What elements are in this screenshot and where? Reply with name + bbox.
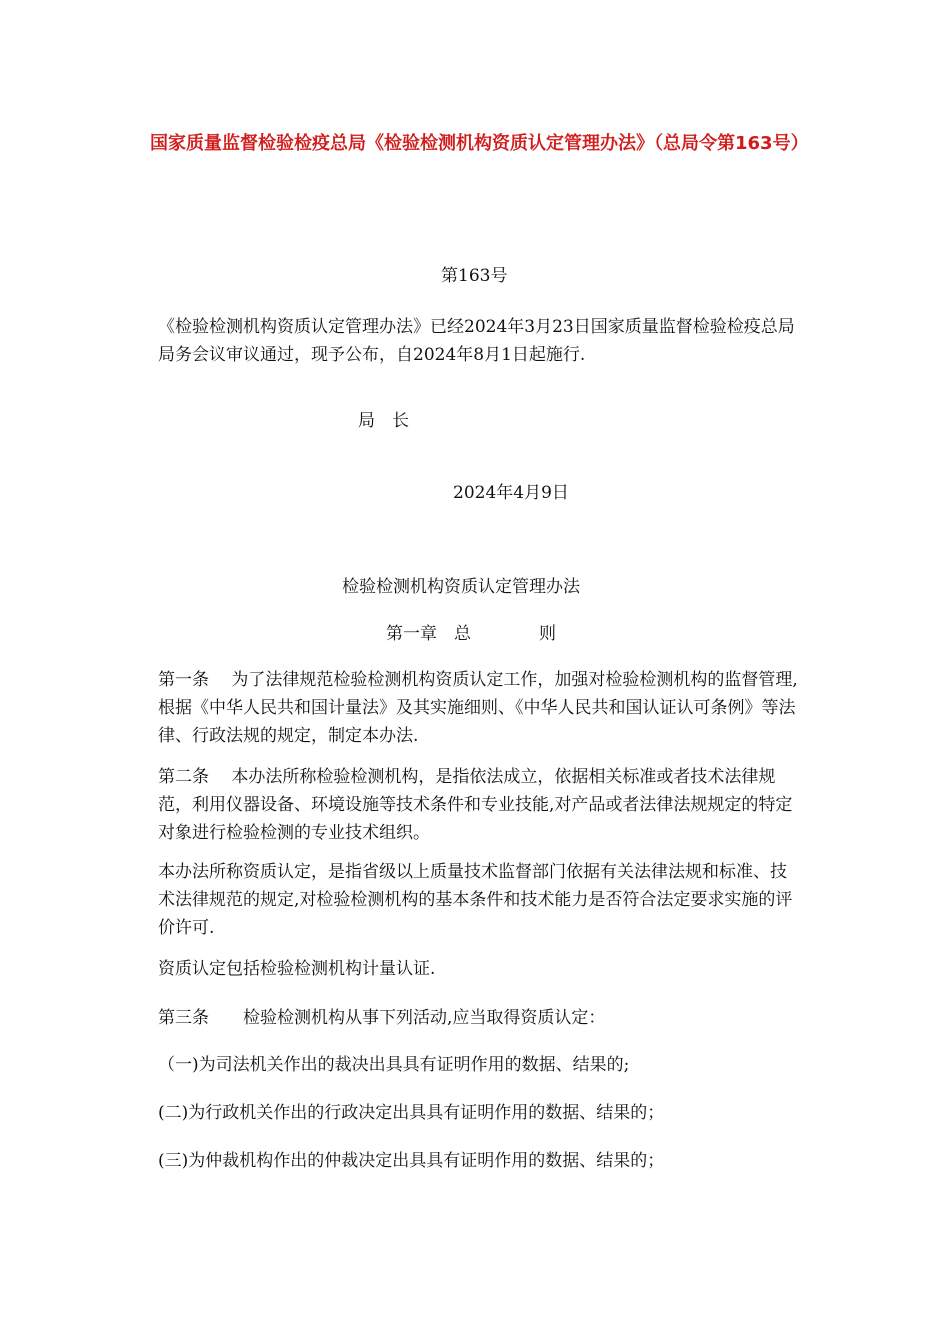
- article-3: 第三条 检验检测机构从事下列活动,应当取得资质认定：: [158, 1008, 606, 1028]
- document-title: 国家质量监督检验检疫总局《检验检测机构资质认定管理办法》（总局令第163号）: [150, 133, 809, 154]
- article-2: 第二条 本办法所称检验检测机构，是指依法成立，依据相关标准或者技术法律规范，利用仪器设备、环境设施等技术条件和专业技能,对产品或者法律法规规定的特定对象进行检验检测的专业技术组织。: [158, 767, 793, 843]
- article-2-paragraph-2: 本办法所称资质认定，是指省级以上质量技术监督部门依据有关法律法规和标准、技术法律规范的规定,对检验检测机构的基本条件和技术能力是否符合法定要求实施的评价许可.: [158, 862, 793, 938]
- law-title: 检验检测机构资质认定管理办法: [342, 577, 580, 597]
- chapter-heading: 第一章 总 则: [386, 624, 556, 644]
- article-1: 第一条 为了法律规范检验检测机构资质认定工作，加强对检验检测机构的监督管理,根据《中华人民共和国计量法》及其实施细则、《中华人民共和国认证认可条例》等法律、行政法规的规定，制定本办法.: [158, 670, 798, 746]
- article-3-item-2: (二)为行政机关作出的行政决定出具具有证明作用的数据、结果的；: [158, 1103, 665, 1123]
- signer-title: 局 长: [358, 411, 409, 431]
- article-2-paragraph-3: 资质认定包括检验检测机构计量认证.: [158, 959, 436, 979]
- announcement-paragraph: 《检验检测机构资质认定管理办法》已经2024年3月23日国家质量监督检验检疫总局局务会议审议通过，现予公布，自2024年8月1日起施行.: [158, 317, 795, 365]
- signing-date: 2024年4月9日: [453, 483, 569, 503]
- order-number: 第163号: [441, 266, 508, 286]
- article-3-item-1: （一)为司法机关作出的裁决出具具有证明作用的数据、结果的;: [158, 1055, 630, 1075]
- article-3-item-3: (三)为仲裁机构作出的仲裁决定出具具有证明作用的数据、结果的；: [158, 1151, 665, 1171]
